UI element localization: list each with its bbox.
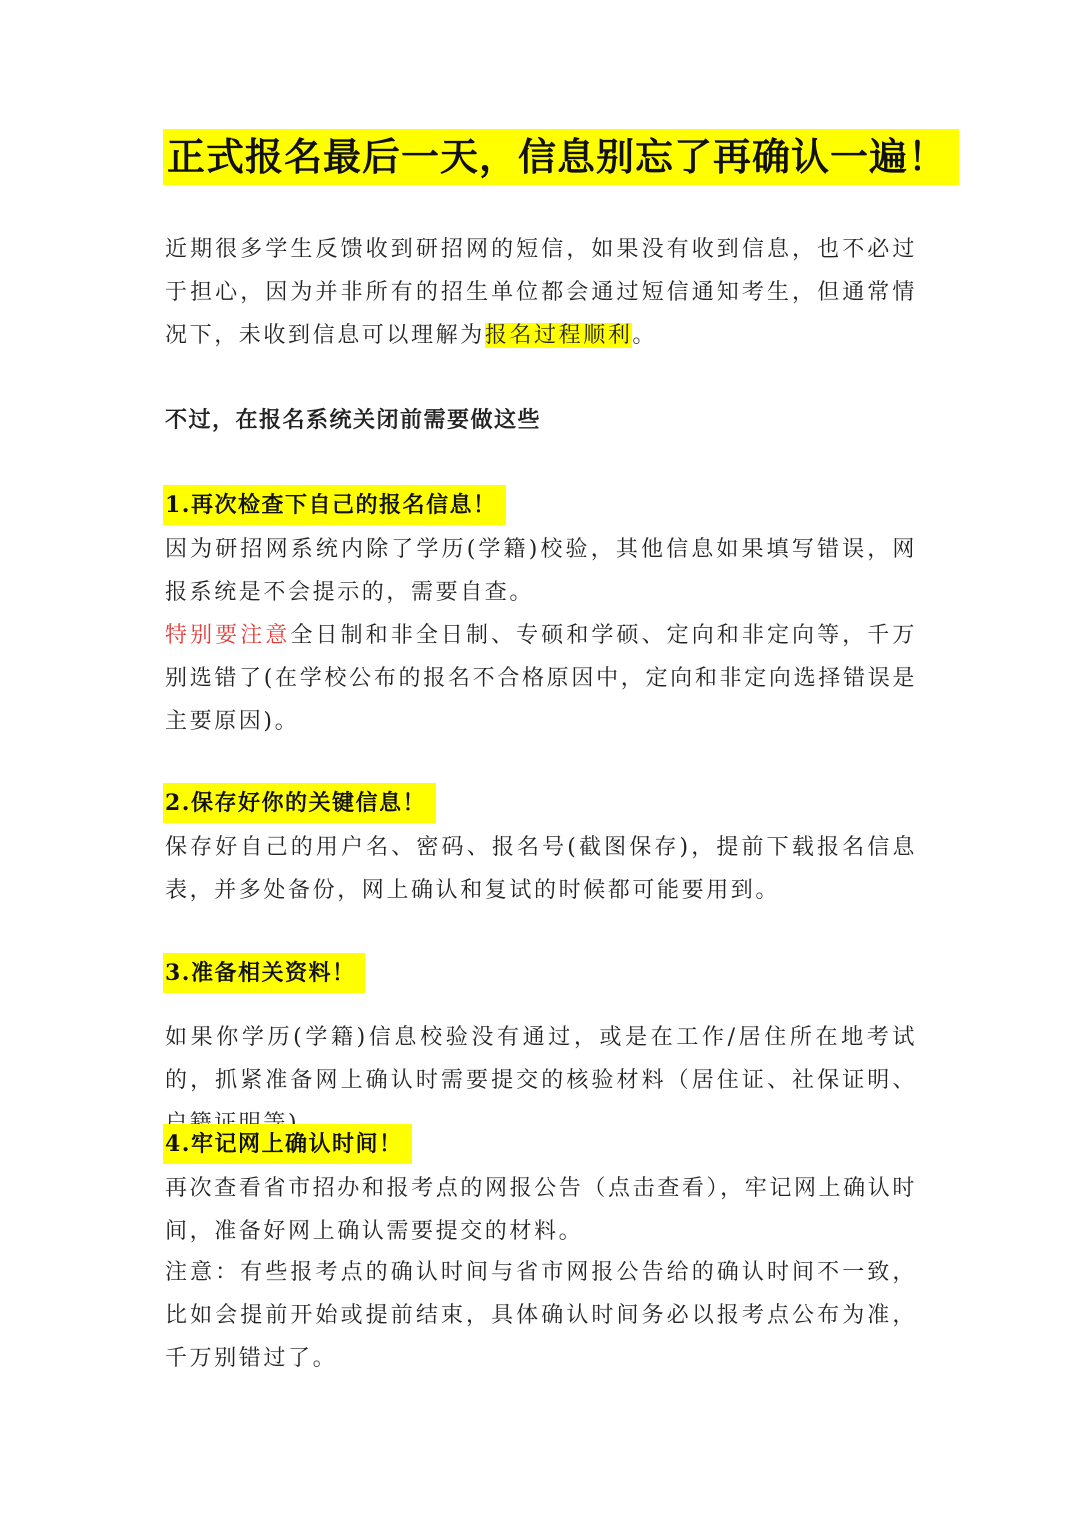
section-1-emphasis: 特别要注意 (165, 623, 291, 648)
intro-highlight: 报名过程顺利 (484, 323, 633, 348)
section-2-paragraph: 保存好自己的用户名、密码、报名号(截图保存)，提前下载报名信息表，并多处备份，网上确认和复试的时候都可能要用到。 (165, 835, 917, 903)
section-1-heading: 1.再次检查下自己的报名信息！ (163, 485, 506, 525)
section-2-heading: 2.保存好你的关键信息！ (163, 783, 436, 823)
section-1-paragraph-2-text: 全日制和非全日制、专硕和学硕、定向和非定向等，千万别选错了(在学校公布的报名不合格原因中，定向和非定向选择错误是主要原因)。 (165, 623, 917, 734)
section-3-heading: 3.准备相关资料！ (163, 953, 365, 993)
section-4-paragraph-1: 再次查看省市招办和报考点的网报公告（点击查看），牢记网上确认时间，准备好网上确认需要提交的材料。 (165, 1176, 917, 1244)
section-3-paragraph: 如果你学历(学籍)信息校验没有通过，或是在工作/居住所在地考试的，抓紧准备网上确认时需要提交的核验材料（居住证、社保证明、 (165, 1025, 917, 1093)
page-title: 正式报名最后一天，信息别忘了再确认一遍！ (163, 129, 959, 185)
intro-text-end: 。 (632, 323, 658, 348)
lead-text: 不过，在报名系统关闭前需要做这些 (165, 407, 542, 433)
intro-text: 近期很多学生反馈收到研招网的短信，如果没有收到信息，也不必过于担心，因为并非所有的招生单位都会通过短信通知考生，但通常情况下，未收到信息可以理解为 (165, 237, 917, 348)
section-4-paragraph-2: 注意：有些报考点的确认时间与省市网报公告给的确认时间不一致，比如会提前开始或提前结束，具体确认时间务必以报考点公布为准，千万别错过了。 (165, 1260, 917, 1371)
section-4-heading: 4.牢记网上确认时间！ (163, 1124, 412, 1164)
section-1-paragraph-1: 因为研招网系统内除了学历(学籍)校验，其他信息如果填写错误，网报系统是不会提示的，需要自查。 (165, 537, 917, 605)
intro-paragraph (165, 228, 917, 357)
section-1-paragraph-2 (165, 614, 917, 743)
